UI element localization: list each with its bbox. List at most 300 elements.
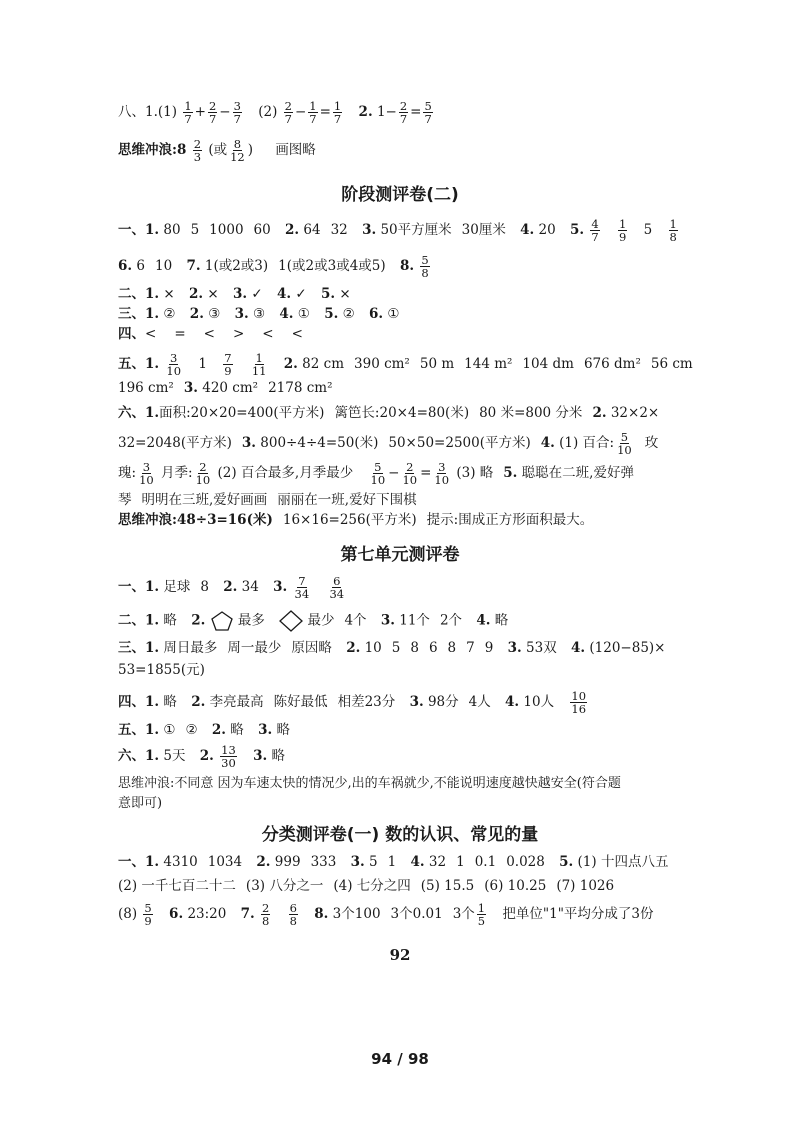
answer-text: 7 xyxy=(208,112,217,126)
answer-text: (2) xyxy=(258,104,278,120)
answer-text: (3) 八分之一 xyxy=(245,878,324,894)
answer-text: × xyxy=(163,286,175,302)
answer-text: 50平方厘米 xyxy=(380,222,452,238)
answer-text: 画图略 xyxy=(275,142,316,158)
answer-text: 3 xyxy=(142,460,151,474)
answer-text: 篱笆长:20×4=80(米) xyxy=(334,405,470,421)
answer-text: 53双 xyxy=(526,640,557,656)
answer-text: 0.028 xyxy=(506,854,545,870)
answer-text: 2. xyxy=(283,356,298,372)
answer-text: 思维冲浪:8 xyxy=(118,142,187,158)
fraction xyxy=(195,461,212,486)
answer-text: (1) 十四点八五 xyxy=(577,854,669,870)
answer-text: 11个 xyxy=(399,612,430,629)
fraction xyxy=(251,352,268,377)
fraction xyxy=(570,690,587,715)
answer-text: 3. xyxy=(233,286,248,302)
answer-text: 二、1. xyxy=(118,612,160,629)
fraction xyxy=(284,100,293,125)
answer-text: 11 xyxy=(251,364,267,378)
answer-text: 10 xyxy=(195,473,211,487)
answer-text: 一、1. xyxy=(118,854,160,870)
answer-text: 4. xyxy=(279,306,294,322)
answer-text: (2) 百合最多,月季最少 xyxy=(217,465,354,481)
answer-text: 196 cm² xyxy=(118,380,174,396)
answer-text: 6. xyxy=(169,906,184,922)
answer-text: 聪聪在二班,爱好弹 xyxy=(521,465,634,481)
fraction xyxy=(308,100,317,125)
answer-text: 最少 xyxy=(307,612,335,629)
answer-text: 2. xyxy=(191,612,206,629)
answer-text: 16×16=256(平方米) xyxy=(282,512,417,528)
page-number: 92 xyxy=(389,946,411,964)
answer-text: 7 xyxy=(284,112,292,126)
answer-text: 7 xyxy=(233,112,241,126)
answer-text: 思维冲浪:48÷3=16(米) xyxy=(118,512,273,528)
answer-text: ✓ xyxy=(295,286,307,302)
answer-text: 5 xyxy=(190,222,200,238)
answer-text: 5天 xyxy=(163,748,186,764)
answer-line xyxy=(118,461,634,486)
answer-text: < xyxy=(145,326,157,342)
answer-text: 10 xyxy=(139,473,154,487)
answer-text: 三、1. xyxy=(118,306,160,322)
fraction xyxy=(590,218,599,243)
answer-text: 2178 cm² xyxy=(268,380,333,396)
answer-text: ③ xyxy=(252,306,266,322)
answer-text: 思维冲浪:不同意 因为车速太快的情况少,出的车祸就少,不能说明速度越快越安全(符合题 xyxy=(118,776,621,791)
answer-text: 面积:20×20=400(平方米) xyxy=(159,405,325,421)
answer-text: 意即可) xyxy=(118,796,163,811)
answer-text: 略 xyxy=(276,722,290,738)
answer-text: 2. xyxy=(189,306,204,322)
answer-text: 2 xyxy=(262,901,270,915)
answer-text: 4. xyxy=(520,222,535,238)
answer-text: 5 xyxy=(374,460,382,474)
answer-text: 3. xyxy=(253,748,268,764)
answer-text: 7 xyxy=(309,112,317,126)
answer-text: 10 xyxy=(617,443,632,457)
answer-line xyxy=(118,660,205,680)
answer-text: 足球 xyxy=(163,579,191,595)
answer-line xyxy=(118,720,290,740)
answer-text: 5. xyxy=(324,306,339,322)
fraction xyxy=(423,100,432,125)
answer-text: 四、1. xyxy=(118,694,160,710)
answer-text: 4. xyxy=(540,435,555,451)
answer-line xyxy=(118,575,347,600)
answer-text: 4. xyxy=(476,612,491,629)
answer-text: 98分 xyxy=(427,694,459,710)
answer-text: (3) 略 xyxy=(456,465,494,481)
answer-text: 50×50=2500(平方米) xyxy=(388,435,531,451)
answer-text: 333 xyxy=(310,854,337,870)
answer-text: 陈好最低 xyxy=(273,694,328,710)
answer-line xyxy=(118,100,435,125)
answer-text: = xyxy=(174,326,186,342)
answer-text: 3. xyxy=(380,612,395,629)
answer-text: 提示:围成正方形面积最大。 xyxy=(426,512,594,528)
fraction xyxy=(370,461,387,486)
answer-line xyxy=(118,490,417,510)
fraction xyxy=(294,575,311,600)
answer-text: ) xyxy=(247,142,254,158)
answer-text: 5 xyxy=(477,914,486,928)
fraction xyxy=(333,100,342,125)
answer-text: 5 xyxy=(620,430,629,444)
section-title: 分类测评卷(一) 数的认识、常见的量 xyxy=(261,825,539,845)
answer-text: 10 xyxy=(370,473,386,487)
answer-text: < xyxy=(291,326,303,342)
answer-text: ✓ xyxy=(251,286,263,302)
section-title: 阶段测评卷(二) xyxy=(341,185,459,205)
answer-text: ② xyxy=(185,722,198,738)
answer-text: 10 xyxy=(154,258,173,274)
answer-text: (5) 15.5 xyxy=(420,878,475,894)
answer-text: 3. xyxy=(350,854,365,870)
answer-text: 把单位"1"平均分成了3份 xyxy=(502,906,654,922)
answer-text: 80 米=800 分米 xyxy=(479,405,583,421)
answer-text: 30 xyxy=(221,756,236,770)
fraction xyxy=(477,902,486,927)
answer-text: 8 xyxy=(421,266,429,280)
answer-text: × xyxy=(339,286,351,302)
answer-text: 7 xyxy=(184,112,192,126)
answer-text: 2. xyxy=(346,640,361,656)
fraction xyxy=(143,902,152,927)
answer-text: < xyxy=(203,326,215,342)
answer-text: 9 xyxy=(619,230,627,244)
answer-text: 1 xyxy=(456,854,465,870)
answer-text: 7 xyxy=(298,574,306,588)
answer-text: 8 xyxy=(262,914,270,928)
diamond-icon xyxy=(279,610,303,632)
answer-line xyxy=(118,378,333,398)
answer-text: 五、1. xyxy=(118,356,160,372)
answer-text: = xyxy=(420,465,432,481)
answer-text: ① xyxy=(387,306,400,322)
answer-text: 10 xyxy=(402,473,418,487)
answer-text: 2. xyxy=(592,405,607,421)
answer-text: = xyxy=(319,104,331,120)
answer-text: 10 xyxy=(434,473,450,487)
answer-text: 四、 xyxy=(118,326,145,342)
answer-line xyxy=(118,284,351,304)
answer-text: 3. xyxy=(258,722,273,738)
fraction xyxy=(401,461,418,486)
answer-text: 82 cm xyxy=(302,356,345,372)
answer-line xyxy=(118,852,668,872)
answer-line xyxy=(118,876,614,896)
fraction xyxy=(223,352,232,377)
answer-text: 2. xyxy=(285,222,300,238)
answer-text: 6 xyxy=(333,574,341,588)
answer-text: 5 xyxy=(424,99,432,113)
answer-text: 6. xyxy=(368,306,384,322)
fraction xyxy=(616,431,633,456)
answer-text: 4. xyxy=(277,286,292,302)
answer-text: 1− xyxy=(376,104,397,120)
fraction xyxy=(669,218,678,243)
answer-text: 64 xyxy=(303,222,321,238)
answer-line xyxy=(118,774,621,794)
pentagon-icon xyxy=(210,610,234,632)
answer-text: 9 xyxy=(144,914,152,928)
answer-text: 1 xyxy=(333,99,342,113)
answer-text: 16 xyxy=(571,702,587,716)
answer-text: 八、1.(1) xyxy=(118,104,178,120)
answer-text: 8 xyxy=(669,230,677,244)
answer-text: 六、1. xyxy=(118,748,160,764)
answer-text: 2 xyxy=(193,137,202,151)
answer-text: 玫 xyxy=(644,435,659,451)
answer-text: (或 xyxy=(208,142,228,158)
answer-line xyxy=(118,690,589,715)
answer-text: 3 xyxy=(170,351,178,365)
answer-text: 1 xyxy=(198,356,207,372)
answer-text: > xyxy=(232,326,245,342)
answer-text: 999 xyxy=(274,854,301,870)
answer-text: 1 xyxy=(387,854,397,870)
answer-text: 10 xyxy=(364,640,382,656)
answer-text: 4. xyxy=(505,694,520,710)
answer-text: (7) 1026 xyxy=(556,878,615,894)
answer-text: 明明在三班,爱好画画 xyxy=(141,492,268,508)
answer-text: 4. xyxy=(410,854,425,870)
fraction xyxy=(433,461,450,486)
answer-text: 略 xyxy=(163,694,177,710)
answer-text: 3. xyxy=(507,640,522,656)
answer-text: 6 xyxy=(428,640,438,656)
answer-line xyxy=(118,431,658,456)
answer-line xyxy=(118,510,593,530)
answer-text: 9 xyxy=(224,364,232,378)
answer-line xyxy=(118,744,285,769)
answer-text: 2. xyxy=(223,579,238,595)
section-title: 第七单元测评卷 xyxy=(340,545,460,565)
answer-text: 5. xyxy=(503,465,518,481)
answer-text: 6 xyxy=(289,901,297,915)
answer-text: 50 m xyxy=(419,356,455,372)
answer-text: (8) xyxy=(118,906,138,922)
answer-line xyxy=(118,324,303,344)
answer-text: 3. xyxy=(241,435,256,451)
fraction xyxy=(208,100,217,125)
answer-text: 3 xyxy=(438,460,446,474)
answer-text: 800÷4÷4=50(米) xyxy=(260,435,379,451)
answer-text: 10 xyxy=(166,364,182,378)
answer-text: 周日最多 xyxy=(163,640,218,656)
answer-line xyxy=(118,352,693,377)
answer-text: 2 xyxy=(199,460,207,474)
pager-indicator: 94 / 98 xyxy=(371,1050,429,1068)
answer-line xyxy=(118,138,316,163)
answer-text: 2 xyxy=(399,99,408,113)
answer-text: 2. xyxy=(191,694,206,710)
answer-text: (6) 10.25 xyxy=(484,878,547,894)
answer-text: 20 xyxy=(538,222,556,238)
answer-text: ② xyxy=(342,306,355,322)
answer-text: 略 xyxy=(230,722,244,738)
answer-text: 60 xyxy=(253,222,271,238)
answer-text: 420 cm² xyxy=(202,380,259,396)
answer-text: 56 cm xyxy=(650,356,693,372)
answer-text: ② xyxy=(163,306,176,322)
fraction xyxy=(183,100,192,125)
fraction xyxy=(328,575,345,600)
answer-text: 53=1855(元) xyxy=(118,662,205,678)
answer-text: 3. xyxy=(183,380,198,396)
answer-text: 瑰: xyxy=(118,465,137,481)
fraction xyxy=(138,461,155,486)
fraction xyxy=(261,902,270,927)
fraction xyxy=(193,138,202,163)
answer-text: 4 xyxy=(591,217,599,231)
answer-text: 1 xyxy=(669,217,677,231)
answer-text: 12 xyxy=(230,150,245,164)
answer-line xyxy=(118,794,162,814)
answer-text: 8. xyxy=(399,258,415,274)
answer-text: 4人 xyxy=(468,694,491,710)
answer-text: 32 xyxy=(330,222,348,238)
fraction xyxy=(229,138,246,163)
answer-text: 5 xyxy=(369,854,378,870)
answer-text: 六、1. xyxy=(118,405,160,421)
answer-text: 5 xyxy=(391,640,401,656)
answer-text: 9 xyxy=(484,640,494,656)
answer-text: (120−85)× xyxy=(589,640,666,656)
answer-text: 5. xyxy=(321,286,336,302)
answer-text: 2 xyxy=(208,99,217,113)
answer-text: − xyxy=(294,104,307,120)
answer-text: 3个 xyxy=(452,906,475,922)
answer-text: 2. xyxy=(199,748,214,764)
answer-text: 6 xyxy=(136,258,145,274)
answer-text: 32×2× xyxy=(610,405,660,421)
fraction xyxy=(289,902,298,927)
answer-text: 略 xyxy=(163,612,177,629)
answer-text: 略 xyxy=(494,612,509,629)
answer-text: 7. xyxy=(240,906,255,922)
answer-text: 676 dm² xyxy=(583,356,641,372)
answer-text: 3个0.01 xyxy=(390,906,443,922)
answer-text: 3. xyxy=(362,222,377,238)
answer-text: 二、1. xyxy=(118,286,160,302)
answer-text: 5. xyxy=(559,854,574,870)
answer-text: 3 xyxy=(193,150,202,164)
answer-text: 相差23分 xyxy=(337,694,396,710)
answer-text: ① xyxy=(163,722,176,738)
answer-text: 1000 xyxy=(209,222,244,238)
answer-text: 一、1. xyxy=(118,579,160,595)
answer-text: (4) 七分之四 xyxy=(333,878,411,894)
answer-text: 5. xyxy=(570,222,585,238)
answer-line xyxy=(118,218,680,243)
answer-text: 2. xyxy=(256,854,271,870)
answer-text: 144 m² xyxy=(464,356,513,372)
answer-text: 8 xyxy=(447,640,457,656)
answer-text: (1) 百合: xyxy=(559,435,615,451)
answer-line xyxy=(118,902,654,927)
fraction xyxy=(165,352,182,377)
answer-text: 略 xyxy=(271,748,285,764)
fraction xyxy=(618,218,627,243)
answer-text: 32=2048(平方米) xyxy=(118,435,232,451)
answer-text: ① xyxy=(297,306,310,322)
answer-line xyxy=(118,638,666,658)
answer-text: 李亮最高 xyxy=(209,694,264,710)
answer-text: 7 xyxy=(466,640,475,656)
answer-text: 五、1. xyxy=(118,722,160,738)
answer-line xyxy=(118,254,432,279)
answer-text: 原因略 xyxy=(291,640,332,656)
answer-text: 1 xyxy=(184,99,192,113)
answer-text: 32 xyxy=(428,854,447,870)
answer-text: 最多 xyxy=(237,612,265,629)
answer-text: 8 xyxy=(200,579,209,595)
answer-text: 34 xyxy=(329,587,345,601)
answer-text: 2 xyxy=(406,460,414,474)
answer-text: 7 xyxy=(399,112,408,126)
answer-text: 1034 xyxy=(207,854,243,870)
answer-text: 4. xyxy=(571,640,586,656)
answer-text: 4310 xyxy=(163,854,198,870)
answer-text: 4个 xyxy=(344,612,367,629)
answer-text: ③ xyxy=(208,306,221,322)
answer-text: 8 xyxy=(289,914,297,928)
answer-text: 23:20 xyxy=(187,906,227,922)
answer-text: 1 xyxy=(477,901,486,915)
answer-text: 390 cm² xyxy=(354,356,410,372)
answer-text: 34 xyxy=(241,579,259,595)
answer-text: − xyxy=(219,104,231,120)
answer-text: 10人 xyxy=(523,694,555,710)
answer-text: 月季: xyxy=(161,465,193,481)
fraction xyxy=(399,100,408,125)
answer-text: 7 xyxy=(424,112,432,126)
answer-text: 1(或2或3或4或5) xyxy=(278,258,386,274)
answer-text: 5 xyxy=(643,222,653,238)
answer-text: 34 xyxy=(294,587,310,601)
answer-line xyxy=(118,304,399,324)
answer-text: 8 xyxy=(233,137,242,151)
answer-text: 5 xyxy=(144,901,152,915)
answer-text: 2. xyxy=(211,722,226,738)
answer-text: 7. xyxy=(186,258,201,274)
answer-text: 3. xyxy=(409,694,424,710)
answer-text: 80 xyxy=(163,222,181,238)
answer-line xyxy=(118,403,659,423)
answer-text: 30厘米 xyxy=(461,222,506,238)
answer-text: 3 xyxy=(233,99,241,113)
answer-text: 104 dm xyxy=(522,356,574,372)
answer-text: − xyxy=(388,465,400,481)
answer-text: 1 xyxy=(619,217,627,231)
fraction xyxy=(420,254,429,279)
answer-text: 3. xyxy=(273,579,288,595)
answer-text: < xyxy=(262,326,274,342)
answer-text: 1(或2或3) xyxy=(204,258,269,274)
answer-text: 3个100 xyxy=(332,906,381,922)
answer-text: 0.1 xyxy=(474,854,497,870)
answer-text: 3. xyxy=(234,306,249,322)
fraction xyxy=(220,744,237,769)
answer-text: 丽丽在一班,爱好下围棋 xyxy=(277,492,417,508)
answer-text: 8 xyxy=(410,640,419,656)
answer-text: 7 xyxy=(333,112,342,126)
answer-text: 周一最少 xyxy=(227,640,282,656)
answer-text: 1 xyxy=(255,351,263,365)
